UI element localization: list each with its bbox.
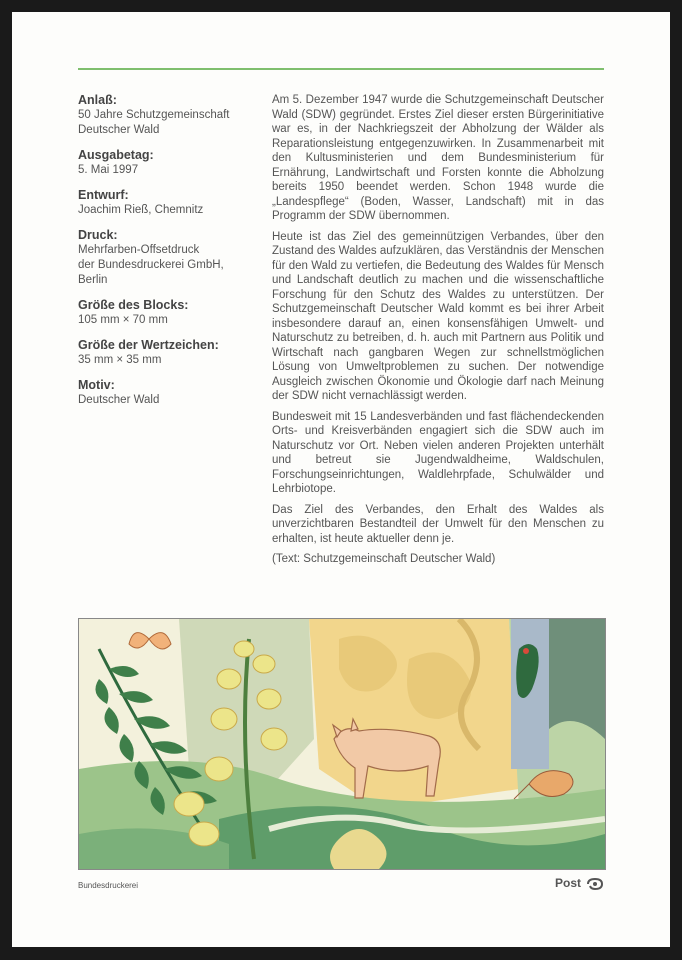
post-logo	[555, 876, 604, 891]
field-druck	[78, 227, 263, 288]
field-anlass	[78, 92, 263, 138]
field-label: Ausgabetag:	[78, 148, 154, 162]
field-motiv	[78, 377, 263, 408]
field-label: Größe des Blocks:	[78, 298, 189, 312]
paragraph: Bundesweit mit 15 Landesverbänden und fast flächendeckenden Orts- und Kreisverbänden engagiert sich die SDW auch im Naturschutz vor Ort. Neben vielen anderen Projekten unterhält und betreut sie Jugendwaldheime, Waldschulen, Forschungseinrichtungen, Waldlehrpfade, Schulwälder und Lehrbiotope.	[272, 410, 604, 495]
post-horn-icon	[586, 877, 604, 891]
field-groesse-block	[78, 297, 263, 328]
description-text	[272, 93, 604, 573]
field-groesse-wertzeichen	[78, 337, 263, 368]
field-entwurf	[78, 187, 263, 218]
post-label: Post	[555, 876, 582, 890]
paragraph: Am 5. Dezember 1947 wurde die Schutzgemeinschaft Deutscher Wald (SDW) gegründet. Erstes Ziel dieser ersten Bürgerinitiative war es, in der Nachkriegszeit der Abholzung der Wälder als Reparationsleistung entgegenzuwirken. In Zusammenarbeit mit den Kultusministerien und dem Bundesministerium für Ernährung, Landwirtschaft und Forsten konnte die Abholzung bereits 1950 beendet werden. Schon 1948 wurde die „Landespflege“ (Boden, Wasser, Landschaft) mit in das Programm der SDW übernommen.	[272, 94, 604, 222]
forest-stamp-block-illustration	[78, 618, 606, 870]
field-label: Druck:	[78, 228, 118, 242]
field-value: 35 mm × 35 mm	[78, 354, 162, 366]
text-credit: (Text: Schutzgemeinschaft Deutscher Wald)	[272, 553, 496, 565]
field-value: 50 Jahre Schutzgemeinschaft Deutscher Wald	[78, 109, 230, 136]
info-sheet	[12, 12, 670, 947]
field-label: Größe der Wertzeichen:	[78, 338, 219, 352]
field-value: 105 mm × 70 mm	[78, 314, 168, 326]
paragraph: Das Ziel des Verbandes, den Erhalt des Waldes als unverzichtbaren Bestandteil der Umwelt für den Menschen zu erhalten, ist heute aktueller denn je.	[272, 503, 604, 545]
printer-imprint: Bundesdruckerei	[78, 881, 139, 890]
details-column	[78, 92, 263, 417]
green-divider	[78, 68, 604, 70]
paragraph: Heute ist das Ziel des gemeinnützigen Verbandes, über den Zustand des Waldes aufzuklären, das Verständnis der Menschen für den Wald zu vertiefen, die Bedeutung des Waldes für Mensch und Landschaft deutlich zu machen und die wissenschaftliche Forschung für den Schutz des Waldes zu unterstützen. Der Schutzgemeinschaft Deutscher Wald kommt es bei ihrer Arbeit insbesondere darauf an, einen konsensfähigen Umwelt- und Naturschutz zu betreiben, d. h. auch mit Partnern aus Politik und Wirtschaft nach gangbaren Wegen zur schnellstmöglichen Lösung von Umweltproblemen zu suchen. Der notwendige Ausgleich zwischen Ökonomie und Ökologie darf nach Meinung der SDW nicht vernachlässigt werden.	[272, 230, 604, 402]
field-value: Deutscher Wald	[78, 394, 160, 406]
field-label: Entwurf:	[78, 188, 129, 202]
forest-illustration	[79, 619, 605, 869]
field-label: Anlaß:	[78, 93, 117, 107]
field-value: Joachim Rieß, Chemnitz	[78, 204, 204, 216]
field-ausgabetag	[78, 147, 263, 178]
field-value: 5. Mai 1997	[78, 164, 139, 176]
field-value: Mehrfarben-Offsetdruck der Bundesdruckerei GmbH, Berlin	[78, 244, 224, 286]
field-label: Motiv:	[78, 378, 115, 392]
